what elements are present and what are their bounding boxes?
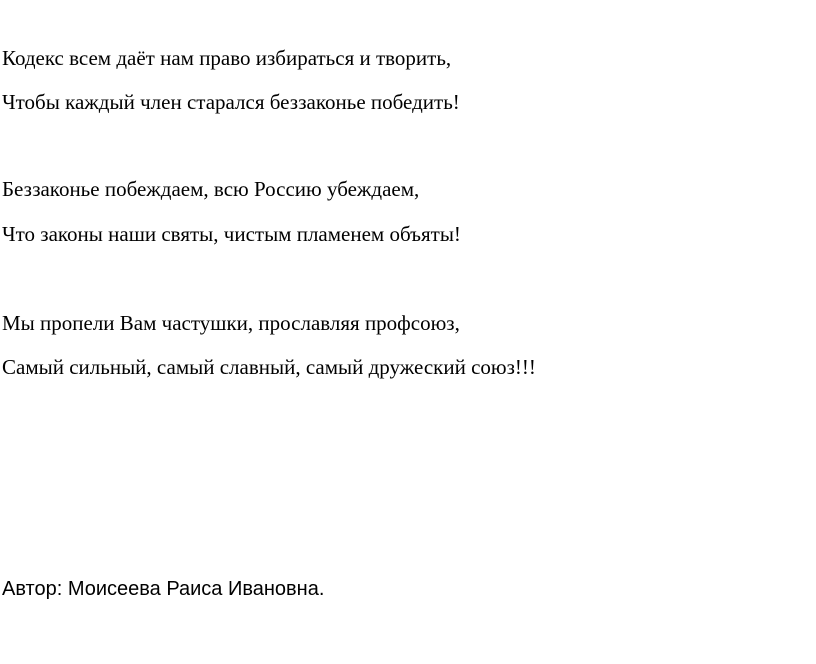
poem-line: Кодекс всем даёт нам право избираться и творить, [2, 46, 452, 70]
poem-line: Мы пропели Вам частушки, прославляя профсоюз, [2, 311, 460, 335]
poem-line: Самый сильный, самый славный, самый дружеский союз!!! [2, 355, 536, 379]
poem-line: Чтобы каждый член старался беззаконье победить! [2, 90, 460, 114]
poem-line: Что законы наши святы, чистым пламенем объяты! [2, 222, 461, 246]
author-line: Автор: Моисеева Раиса Ивановна. [2, 578, 325, 600]
poem-line: Беззаконье побеждаем, всю Россию убеждаем, [2, 177, 420, 201]
